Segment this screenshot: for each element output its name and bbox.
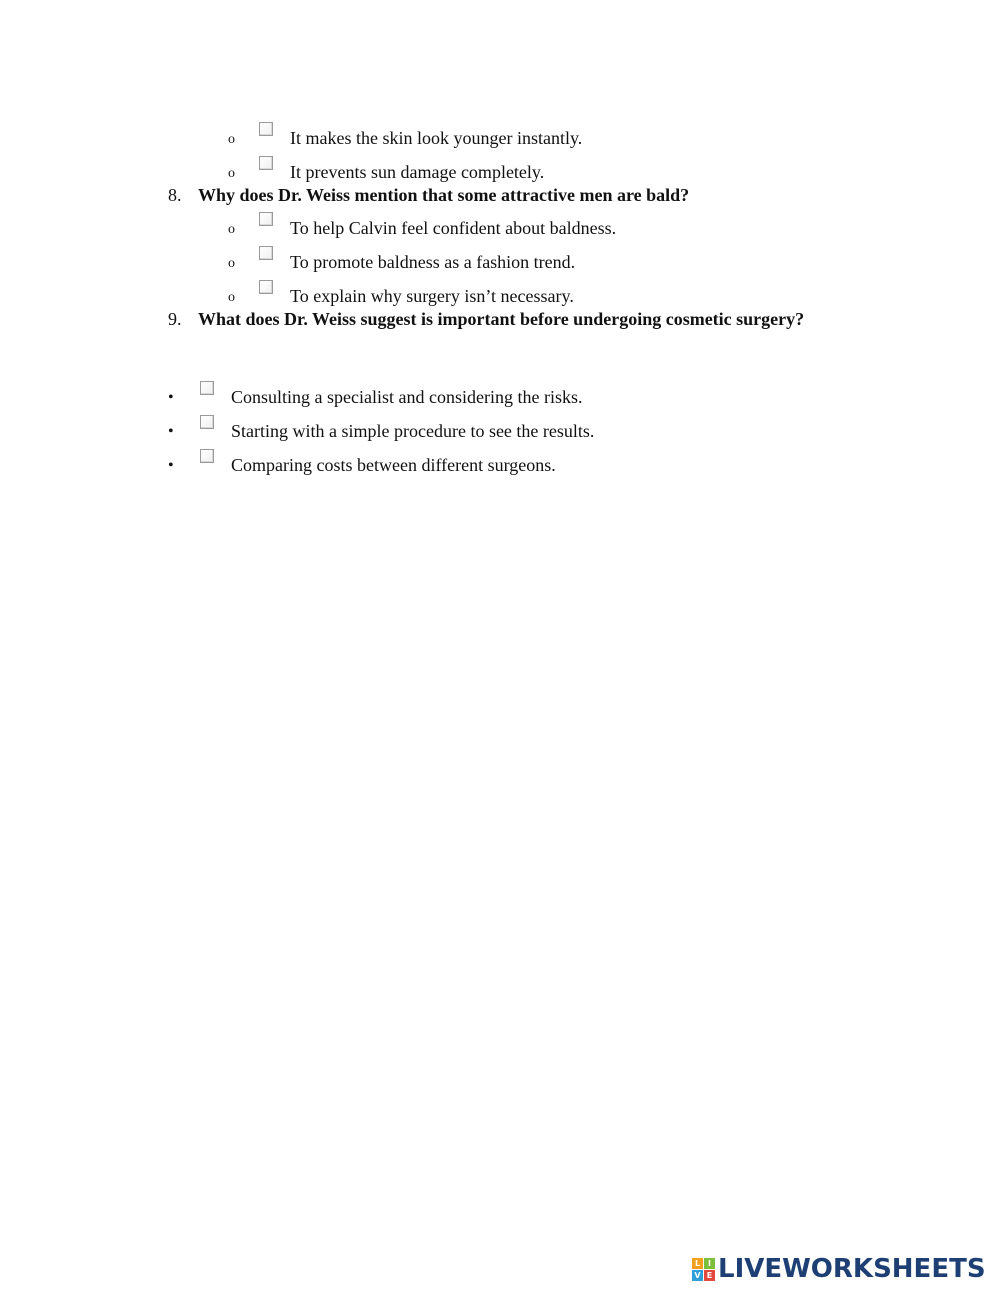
- sub-bullet: o: [228, 132, 235, 147]
- q7-option-2-checkbox[interactable]: [259, 156, 273, 170]
- q8-option-3-label: To explain why surgery isn’t necessary.: [290, 286, 574, 306]
- bullet: •: [168, 457, 174, 474]
- q8-option-1-checkbox[interactable]: [259, 212, 273, 226]
- sub-bullet: o: [228, 290, 235, 305]
- liveworksheets-logo: [692, 1253, 986, 1285]
- question-9-text: What does Dr. Weiss suggest is important before undergoing cosmetic surgery?: [198, 309, 805, 329]
- question-9-number: 9.: [168, 309, 182, 329]
- q8-option-1: [228, 215, 788, 241]
- q8-option-3: [228, 283, 788, 309]
- bullet: •: [168, 423, 174, 440]
- q7-option-2-label: It prevents sun damage completely.: [290, 162, 545, 182]
- q9-option-1-checkbox[interactable]: [200, 381, 214, 395]
- q9-option-3: [168, 452, 788, 478]
- q8-option-1-label: To help Calvin feel confident about baldness.: [290, 218, 617, 238]
- question-8-number: 8.: [168, 185, 182, 205]
- q9-option-1-label: Consulting a specialist and considering the risks.: [231, 387, 583, 407]
- q9-option-2-label: Starting with a simple procedure to see the results.: [231, 421, 595, 441]
- liveworksheets-wordmark: LIVEWORKSHEETS: [718, 1254, 986, 1284]
- bullet: •: [168, 389, 174, 406]
- sub-bullet: o: [228, 222, 235, 237]
- q9-option-2: [168, 418, 788, 444]
- q7-option-2: [228, 159, 788, 185]
- question-8-text: Why does Dr. Weiss mention that some attractive men are bald?: [198, 185, 690, 205]
- question-9: [168, 308, 828, 356]
- q8-option-2: [228, 249, 788, 275]
- q8-option-2-label: To promote baldness as a fashion trend.: [290, 252, 576, 272]
- q7-option-1: [228, 125, 788, 151]
- logo-letter-i: I: [704, 1258, 715, 1269]
- sub-bullet: o: [228, 256, 235, 271]
- logo-letter-v: V: [692, 1270, 703, 1281]
- question-8: [168, 184, 828, 208]
- liveworksheets-logo-icon: [692, 1258, 715, 1281]
- q8-option-2-checkbox[interactable]: [259, 246, 273, 260]
- q7-option-1-checkbox[interactable]: [259, 122, 273, 136]
- logo-letter-e: E: [704, 1270, 715, 1281]
- q7-option-1-label: It makes the skin look younger instantly.: [290, 128, 583, 148]
- q9-option-3-label: Comparing costs between different surgeons.: [231, 455, 556, 475]
- q9-option-2-checkbox[interactable]: [200, 415, 214, 429]
- q9-option-3-checkbox[interactable]: [200, 449, 214, 463]
- logo-letter-l: L: [692, 1258, 703, 1269]
- q8-option-3-checkbox[interactable]: [259, 280, 273, 294]
- q9-option-1: [168, 384, 788, 410]
- sub-bullet: o: [228, 166, 235, 181]
